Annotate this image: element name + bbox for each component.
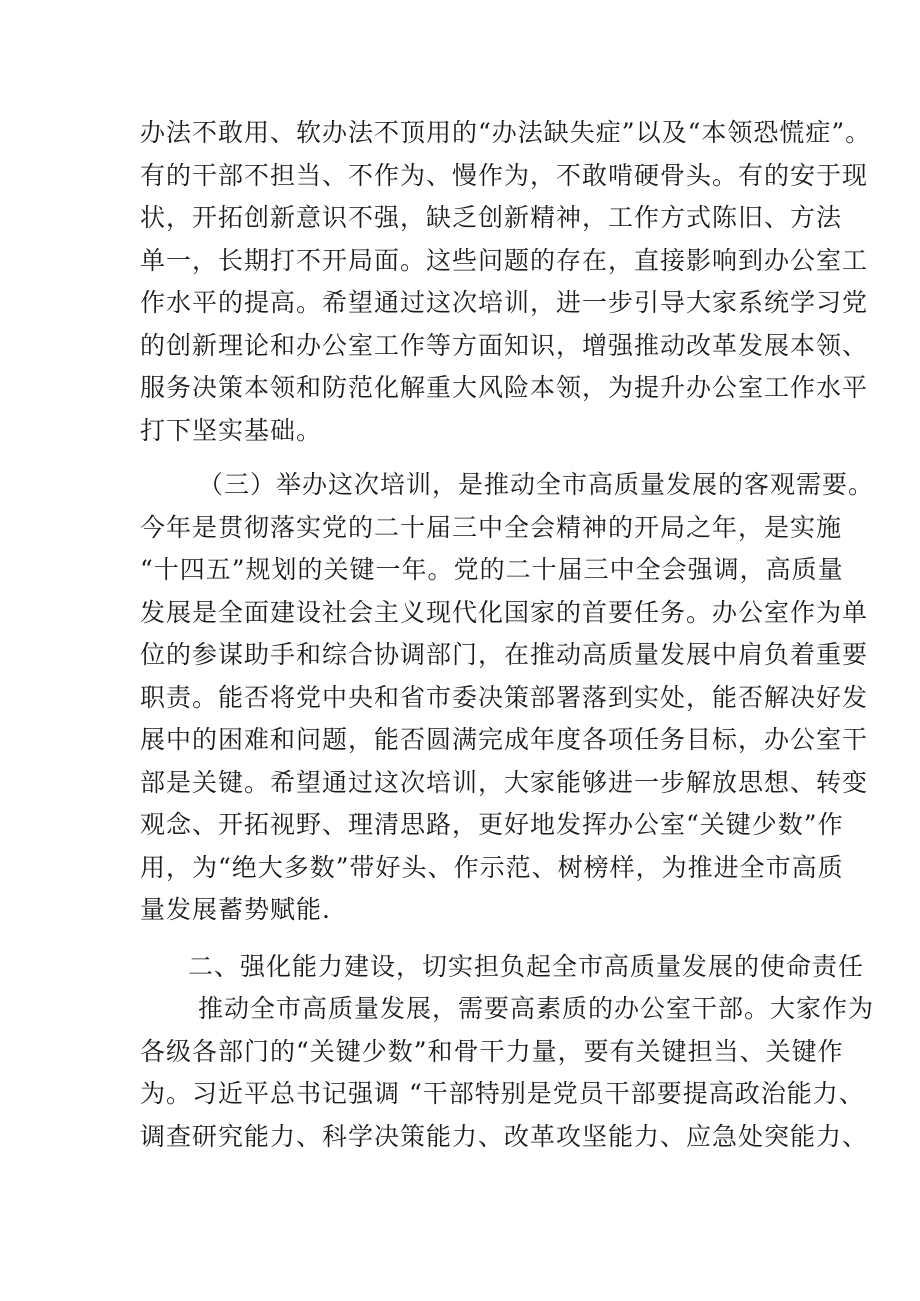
section-heading-3: （三）举办这次培训，是推动全市高质量发展的客观需要。 [198,470,875,499]
text-line: 办法不敢用、软办法不顶用的“办法缺失症”以及“本领恐慌症”。 [140,118,872,147]
text-line: 职责。能否将党中央和省市委决策部署落到实处，能否解决好发 [140,682,869,712]
document-body [140,112,875,1158]
text-line: 观念、开拓视野、理清思路，更好地发挥办公室“关键少数”作 [140,810,844,839]
text-line: 为。习近平总书记强调 “干部特别是党员干部要提高政治能力、 [140,1079,865,1108]
text-line: 今年是贯彻落实党的二十届三中全会精神的开局之年，是实施 [140,512,843,542]
section-heading-2: 二、强化能力建设，切实担负起全市高质量发展的使命责任 [188,951,865,981]
text-line: 单一，长期打不开局面。这些问题的存在，直接影响到办公室工 [140,245,869,275]
paragraph-gap [140,932,790,946]
text-line: 打下坚实基础。 [140,415,323,445]
text-line: 状，开拓创新意识不强，缺乏创新精神，工作方式陈旧、方法 [140,203,843,232]
text-line: 各级各部门的“关键少数”和骨干力量，要有关键担当、关键作 [140,1036,844,1066]
text-line: 推动全市高质量发展，需要高素质的办公室干部。大家作为 [198,994,875,1023]
text-line: 量发展蓄势赋能. [140,895,331,924]
text-line: 作水平的提高。希望通过这次培训，进一步引导大家系统学习党 [140,288,869,317]
text-line: 调查研究能力、科学决策能力、改革攻坚能力、应急处突能力、 [140,1121,869,1151]
text-line: 用，为“绝大多数”带好头、作示范、树榜样，为推进全市高质 [140,852,844,882]
text-line: 展中的困难和问题，能否圆满完成年度各项任务目标，办公室干 [140,725,869,754]
text-line: 位的参谋助手和综合协调部门，在推动高质量发展中肩负着重要 [140,640,869,669]
paragraph-gap [140,452,790,464]
text-line: 部是关键。希望通过这次培训，大家能够进一步解放思想、转变 [140,767,869,797]
text-line: 有的干部不担当、不作为、慢作为，不敢啃硬骨头。有的安于现 [140,160,869,190]
text-line: 发展是全面建设社会主义现代化国家的首要任务。办公室作为单 [140,597,869,627]
text-line: 服务决策本领和防范化解重大风险本领，为提升办公室工作水平 [140,373,869,402]
text-line: “十四五”规划的关键一年。党的二十届三中全会强调，高质量 [140,555,844,584]
text-line: 的创新理论和办公室工作等方面知识，增强推动改革发展本领、 [140,330,869,360]
